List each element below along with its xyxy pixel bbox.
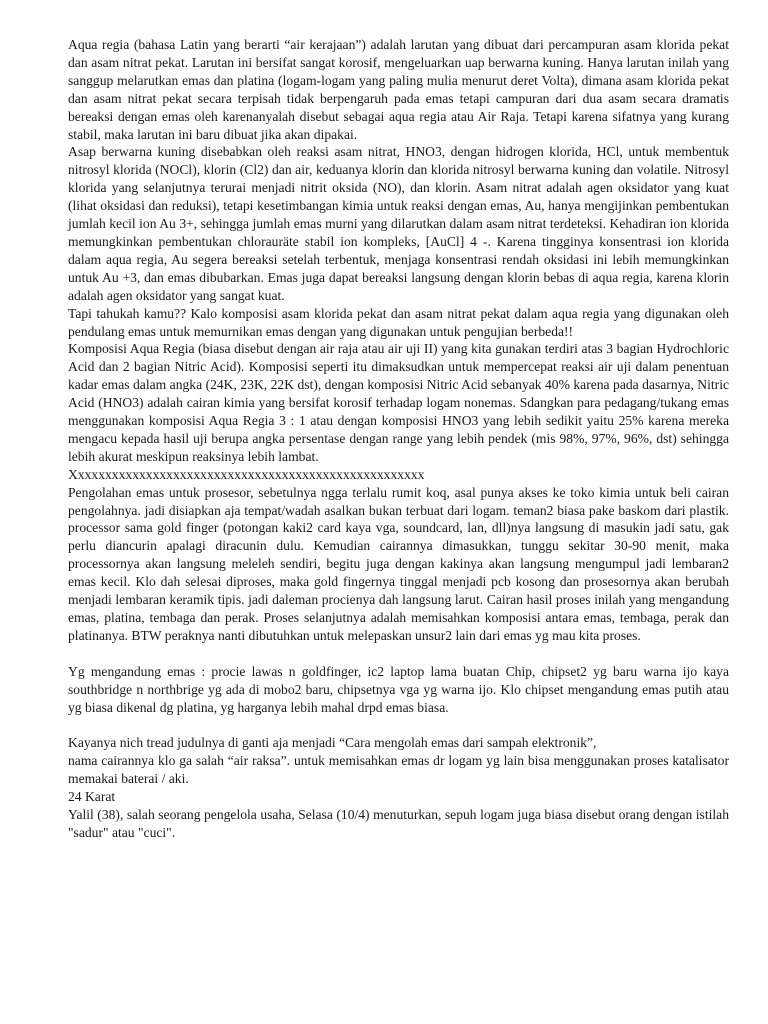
- paragraph-liquid-name: nama cairannya klo ga salah “air raksa”. untuk memisahkan emas dr logam yg lain bisa menggunakan proses katalisator memakai baterai / aki.: [68, 753, 729, 787]
- paragraph-thread-title-suggestion: Kayanya nich tread judulnya di ganti aja menjadi “Cara mengolah emas dari sampah elektronik”,: [68, 735, 597, 751]
- paragraph-yellow-vapor-reaction: Asap berwarna kuning disebabkan oleh reaksi asam nitrat, HNO3, dengan hidrogen klorida, HCl, untuk membentuk nitrosyl klorida (NOCl), klorin (Cl2) dan air, keduanya klorin dan klorida nitrosyl berwarna kuning dan volatile. Nitrosyl klorida yang selanjutnya terurai menjadi nitrit oksida (NO), dan klorin. Asam nitrat adalah agen oksidator yang kuat (lihat oksidasi dan reduksi), tetapi kesetimbangan kimia untuk reaksi dengan emas, Au, hanya mengijinkan pembentukan jumlah kecil ion Au 3+, sehingga jumlah emas murni yang dilarutkan dalam asam nitrat terdeteksi. Kehadiran ion klorida memungkinkan pembentukan chlorauräte stabil ion kompleks, [AuCl] 4 -. Karena tingginya konsentrasi ion klorida dalam aqua regia, Au segera bereaksi setelah terbentuk, menjaga konsentrasi rendah oksidasi ini lebih memungkinkan untuk Au +3, dan emas dibubarkan. Emas juga dapat bereaksi langsung dengan klorin bebas di aqua regia, karena klorin adalah agen oksidator yang sangat kuat.: [68, 144, 729, 303]
- paragraph-processor-gold-processing: Pengolahan emas untuk prosesor, sebetulnya ngga terlalu rumit koq, asal punya akses ke toko kimia untuk beli cairan pengolahnya. jadi disiapkan aja tempat/wadah asalkan bukan terbuat dari logam. teman2 biasa pake baskom dari plastik. processor sama gold finger (potongan kaki2 card kaya vga, soundcard, lan, dll)nya langsung di masukin jadi satu, gak perlu diancurin apalagi diracunin dulu. Kemudian cairannya dimasukkan, tunggu sekitar 30-90 menit, maka processornya akan langsung meleleh sendiri, begitu juga dengan kakinya akan langsung mengumpul jadi lembaran2 emas kecil. Klo dah selesai diproses, maka gold fingernya tinggal menjadi pcb kosong dan prosesornya akan berubah menjadi lembaran keramik tipis. jadi daleman procienya dah langsung larut. Cairan hasil proses inilah yang mengandung emas, platina, tembaga dan perak. Proses selanjutnya adalah memisahkan komposisi antara emas, tembaga, perak dan platinanya. BTW peraknya nanti dibutuhkan untuk melepaskan unsur2 lain dari emas yg mau kita proses.: [68, 484, 729, 643]
- paragraph-yalil-quote: Yalil (38), salah seorang pengelola usaha, Selasa (10/4) menuturkan, sepuh logam juga biasa disebut orang dengan istilah "sadur" atau "cuci".: [68, 806, 729, 840]
- document-page: [68, 36, 729, 842]
- paragraph-aqua-regia-composition: Komposisi Aqua Regia (biasa disebut dengan air raja atau air uji II) yang kita gunakan terdiri atas 3 bagian Hydrochloric Acid dan 2 bagian Nitric Acid). Komposisi seperti itu dimaksudkan untuk mempercepat reaksi air uji dalam penentuan kadar emas dalam angka (24K, 23K, 22K dst), dengan komposisi Nitric Acid sebanyak 40% karena pada dasarnya, Nitric Acid (HNO3) adalah cairan kimia yang bersifat korosif terhadap logam nonemas. Sdangkan para pedagang/tukang emas menggunakan komposisi Aqua Regia 3 : 1 atau dengan komposisi HNO3 yang lebih sedikit yaitu 25% karena mereka mengacu kepada hasil uji berupa angka persentase dengan range yang lebih pendek (mis 98%, 97%, 96%, dst) sehingga lebih akurat meskipun reaksinya lebih lambat.: [68, 341, 729, 464]
- paragraph-gold-containing-parts: Yg mengandung emas : procie lawas n goldfinger, ic2 laptop lama buatan Chip, chipset2 yg baru warna ijo kaya southbridge n northbrige yg ada di mobo2 baru, chipsetnya vga yg warna ijo. Klo chipset mengandung emas putih atau yg biasa dikenal dg platina, yg harganya lebih mahal drpd emas biasa.: [68, 663, 729, 715]
- heading-24-karat: 24 Karat: [68, 789, 116, 805]
- paragraph-aqua-regia-intro: Aqua regia (bahasa Latin yang berarti “air kerajaan”) adalah larutan yang dibuat dari percampuran asam klorida pekat dan asam nitrat pekat. Larutan ini bersifat sangat korosif, mengeluarkan uap berwarna kuning. Hanya larutan inilah yang sanggup melarutkan emas dan platina (logam-logam yang paling mulia menurut deret Volta), dimana asam klorida pekat dan asam nitrat pekat secara terpisah tidak berpengaruh pada emas tetapi campuran dari dua asam secara dramatis bereaksi dengan emas oleh karenanyalah disebut sebagai aqua regia atau Air Raja. Tetapi karena sifatnya yang kurang stabil, maka larutan ini baru dibuat jika akan dipakai.: [68, 37, 729, 142]
- separator-line: Xxxxxxxxxxxxxxxxxxxxxxxxxxxxxxxxxxxxxxxxxxxxxxxxxxxx: [68, 466, 425, 482]
- paragraph-composition-question: Tapi tahukah kamu?? Kalo komposisi asam klorida pekat dan asam nitrat pekat dalam aqua regia yang digunakan oleh pendulang emas untuk memurnikan emas dengan yang digunakan untuk pengujian berbeda!!: [68, 305, 729, 339]
- blank-line: [68, 645, 729, 663]
- blank-line: [68, 716, 729, 734]
